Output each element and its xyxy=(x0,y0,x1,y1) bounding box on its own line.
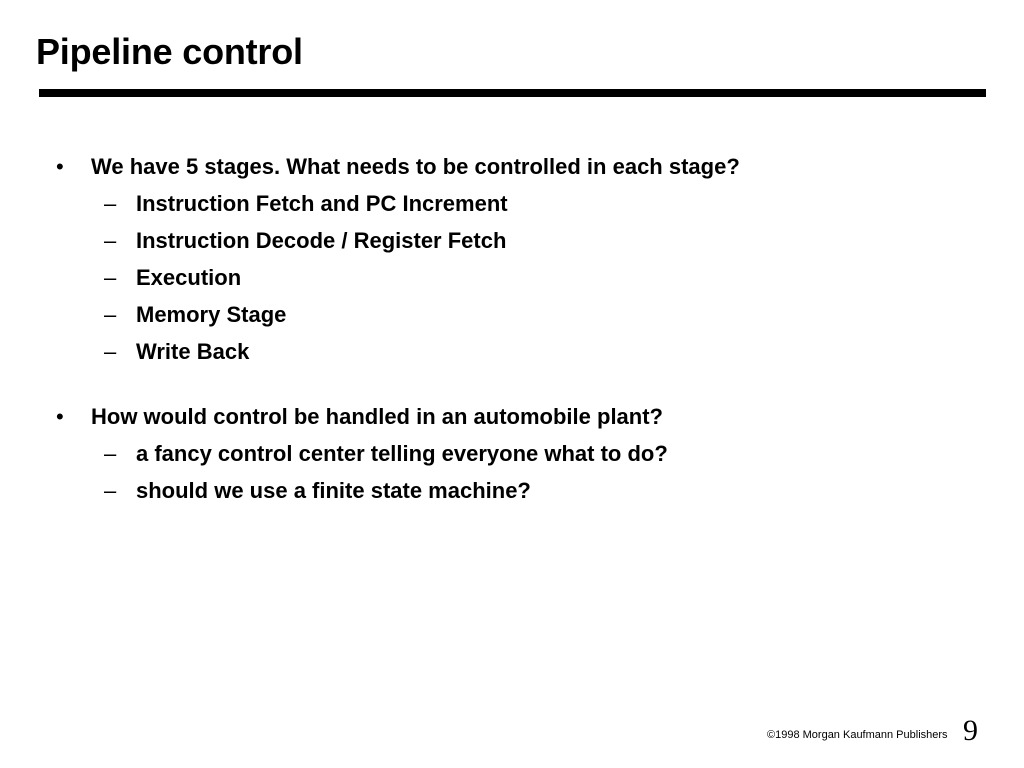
sub-bullet-item xyxy=(0,472,1024,509)
sub-bullet-text: Instruction Decode / Register Fetch xyxy=(136,228,507,253)
sub-bullet-marker: – xyxy=(104,191,117,216)
sub-bullet-item xyxy=(0,185,1024,222)
bullet-marker: • xyxy=(56,404,64,429)
sub-bullet-marker: – xyxy=(104,478,117,503)
bullet-block xyxy=(0,148,1024,370)
sub-bullet-item xyxy=(0,435,1024,472)
bullet-marker: • xyxy=(56,154,64,179)
bullet-text: We have 5 stages. What needs to be controlled in each stage? xyxy=(91,154,740,179)
sub-bullet-marker: – xyxy=(104,302,117,327)
sub-bullet-text: Memory Stage xyxy=(136,302,287,327)
sub-bullet-text: Instruction Fetch and PC Increment xyxy=(136,191,508,216)
sub-bullet-marker: – xyxy=(104,339,117,364)
sub-bullet-item xyxy=(0,259,1024,296)
title-rule xyxy=(39,89,986,97)
sub-bullet-item xyxy=(0,222,1024,259)
sub-bullet-item xyxy=(0,333,1024,370)
sub-bullet-text: Execution xyxy=(136,265,242,290)
sub-bullet-marker: – xyxy=(104,228,117,253)
page-number: 9 xyxy=(963,714,978,747)
sub-bullet-marker: – xyxy=(104,441,117,466)
sub-bullet-text: should we use a finite state machine? xyxy=(136,478,531,503)
sub-bullet-text: a fancy control center telling everyone what to do? xyxy=(136,441,668,466)
footer-copyright: ©1998 Morgan Kaufmann Publishers xyxy=(767,729,948,741)
sub-bullet-text: Write Back xyxy=(136,339,250,364)
bullet-text: How would control be handled in an automobile plant? xyxy=(91,404,663,429)
bullet-item xyxy=(0,148,1024,185)
bullet-item xyxy=(0,398,1024,435)
sub-bullet-item xyxy=(0,296,1024,333)
sub-bullet-marker: – xyxy=(104,265,117,290)
bullet-block xyxy=(0,398,1024,509)
slide-title: Pipeline control xyxy=(36,31,303,72)
